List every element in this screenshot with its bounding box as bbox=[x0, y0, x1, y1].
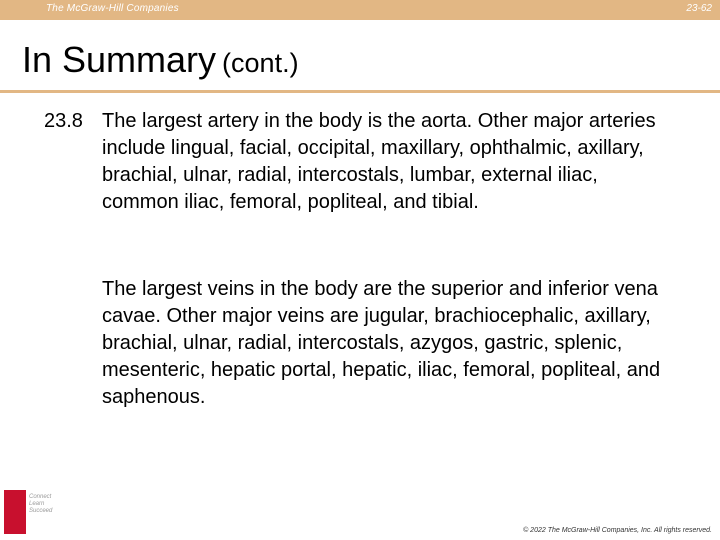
logo-tagline: Connect Learn Succeed bbox=[29, 494, 53, 514]
slide-number: 23-62 bbox=[686, 3, 712, 14]
title-main: In Summary bbox=[22, 39, 217, 80]
header-bar bbox=[0, 0, 720, 20]
title-sub: (cont.) bbox=[222, 48, 299, 78]
logo-mark-icon bbox=[4, 490, 26, 534]
publisher-name: The McGraw-Hill Companies bbox=[46, 3, 179, 14]
mcgraw-hill-logo bbox=[4, 490, 58, 534]
slide-title bbox=[22, 38, 299, 85]
title-divider bbox=[0, 90, 720, 93]
copyright-notice: © 2022 The McGraw-Hill Companies, Inc. All rights reserved. bbox=[523, 527, 712, 534]
artery-paragraph: The largest artery in the body is the aorta. Other major arteries include lingual, facial, occipital, maxillary, ophthalmic, axillary, brachial, ulnar, radial, intercostals, lumbar, external iliac, common iliac, femoral, popliteal, and tibial. bbox=[102, 110, 656, 213]
vein-paragraph: The largest veins in the body are the superior and inferior vena cavae. Other major veins are jugular, brachiocephalic, axillary, brachial, ulnar, radial, intercostals, azygos, gastric, splenic, mesenteric, hepatic portal, hepatic, iliac, femoral, popliteal, and saphenous. bbox=[102, 278, 661, 408]
item-number: 23.8 bbox=[44, 110, 83, 132]
